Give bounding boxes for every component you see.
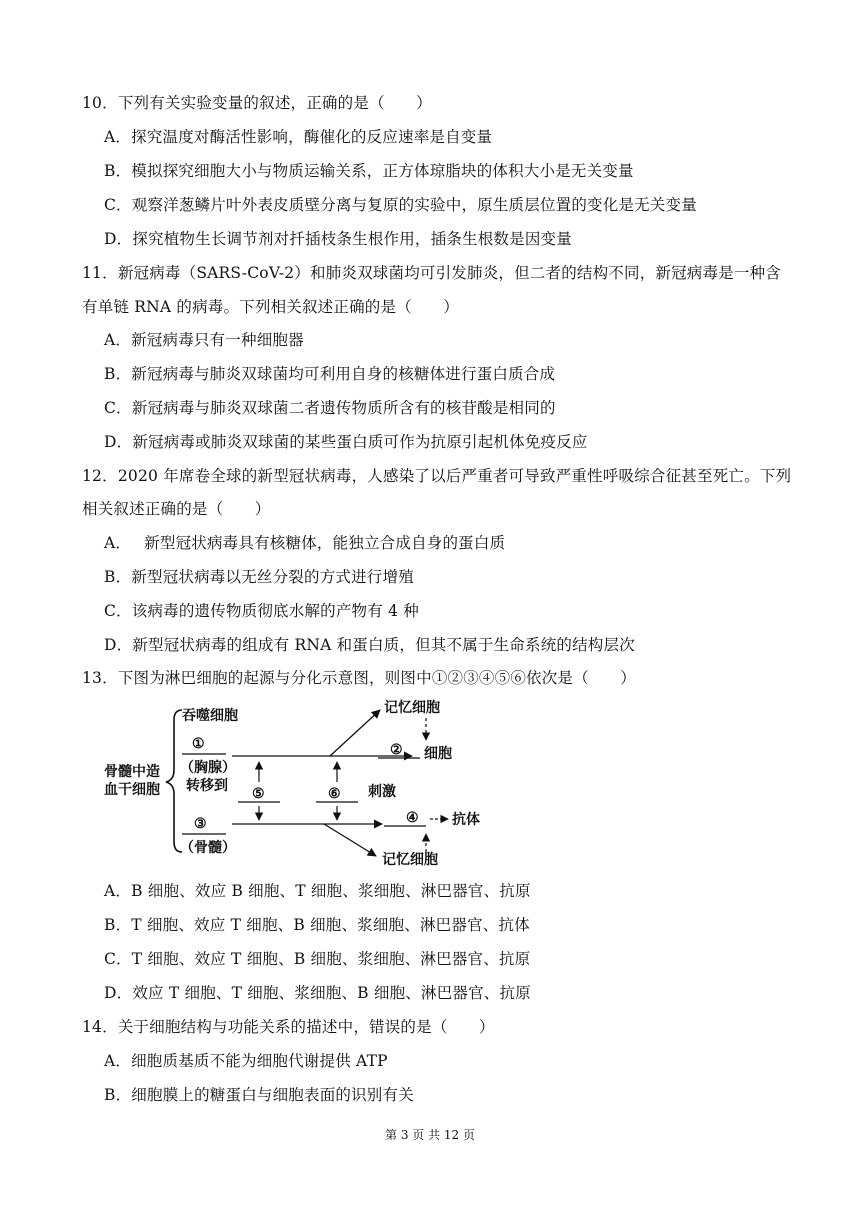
label-2: ② [390, 742, 403, 758]
question-10-option-c: C．观察洋葱鳞片叶外表皮质壁分离与复原的实验中，原生质层位置的变化是无关变量 [104, 196, 697, 214]
question-13-option-b: B．T 细胞、效应 T 细胞、B 细胞、浆细胞、淋巴器官、抗体 [104, 916, 530, 934]
antibody-label: 抗体 [452, 812, 480, 828]
cell-label: 细胞 [424, 746, 452, 762]
question-12-stem-line2: 相关叙述正确的是（ ） [82, 500, 271, 518]
label-3: ③ [194, 816, 207, 832]
memory-cell-bottom-label: 记忆细胞 [382, 852, 438, 868]
label-6: ⑥ [328, 786, 341, 802]
stimulus-label: 刺激 [368, 784, 396, 800]
arrow-memory-top [330, 710, 380, 756]
question-11-option-b: B．新冠病毒与肺炎双球菌均可利用自身的核糖体进行蛋白质合成 [104, 365, 556, 383]
source-label-line2: 血干细胞 [104, 782, 160, 798]
question-10-option-a: A．探究温度对酶活性影响，酶催化的反应速率是自变量 [104, 128, 493, 146]
memory-cell-top-label: 记忆细胞 [384, 700, 440, 716]
question-10-option-b: B．模拟探究细胞大小与物质运输关系，正方体琼脂块的体积大小是无关变量 [104, 162, 634, 180]
question-10-stem: 10．下列有关实验变量的叙述，正确的是（ ） [82, 94, 432, 112]
brace-shape [166, 710, 182, 852]
label-1: ① [192, 736, 205, 752]
question-11-stem-line1: 11．新冠病毒（SARS-CoV-2）和肺炎双球菌均可引发肺炎，但二者的结构不同，新冠病毒是一种含 [82, 264, 781, 282]
question-14-option-a: A．细胞质基质不能为细胞代谢提供 ATP [104, 1052, 388, 1070]
question-11-option-c: C．新冠病毒与肺炎双球菌二者遗传物质所含有的核苷酸是相同的 [104, 399, 556, 417]
transfer-label: 转移到 [186, 778, 228, 794]
question-14-stem: 14．关于细胞结构与功能关系的描述中，错误的是（ ） [82, 1018, 495, 1036]
question-13-option-a: A．B 细胞、效应 B 细胞、T 细胞、浆细胞、淋巴器官、抗原 [104, 882, 531, 900]
bone-marrow-label: （骨髓） [180, 840, 236, 856]
source-label-line1: 骨髓中造 [104, 764, 160, 780]
question-10-option-d: D．探究植物生长调节剂对扦插枝条生根作用，插条生根数是因变量 [104, 230, 572, 248]
label-5: ⑤ [252, 786, 265, 802]
lymphocyte-differentiation-diagram [104, 698, 504, 870]
label-4: ④ [406, 810, 419, 826]
question-12-option-c: C．该病毒的遗传物质彻底水解的产物有 4 种 [104, 602, 419, 620]
question-12-option-a: A． 新型冠状病毒具有核糖体，能独立合成自身的蛋白质 [104, 534, 506, 552]
question-12-stem-line1: 12．2020 年席卷全球的新型冠状病毒，人感染了以后严重者可导致严重性呼吸综合征甚至死亡。下列 [82, 467, 792, 485]
question-11-stem-line2: 有单链 RNA 的病毒。下列相关叙述正确的是（ ） [82, 298, 459, 316]
phagocyte-label: 吞噬细胞 [182, 708, 238, 724]
page-footer: 第 3 页 共 12 页 [385, 1128, 475, 1142]
question-13-stem: 13．下图为淋巴细胞的起源与分化示意图，则图中①②③④⑤⑥依次是（ ） [82, 669, 636, 687]
thymus-label: （胸腺） [180, 760, 236, 776]
question-12-option-d: D．新型冠状病毒的组成有 RNA 和蛋白质，但其不属于生命系统的结构层次 [104, 636, 635, 654]
arrow-memory-bottom [324, 824, 376, 856]
question-11-option-a: A．新冠病毒只有一种细胞器 [104, 331, 304, 349]
question-11-option-d: D．新冠病毒或肺炎双球菌的某些蛋白质可作为抗原引起机体免疫反应 [104, 433, 588, 451]
question-13-option-d: D．效应 T 细胞、T 细胞、浆细胞、B 细胞、淋巴器官、抗原 [104, 984, 531, 1002]
question-13-option-c: C．T 细胞、效应 T 细胞、B 细胞、浆细胞、淋巴器官、抗原 [104, 950, 531, 968]
question-12-option-b: B．新型冠状病毒以无丝分裂的方式进行增殖 [104, 568, 414, 586]
question-14-option-b: B．细胞膜上的糖蛋白与细胞表面的识别有关 [104, 1086, 414, 1104]
